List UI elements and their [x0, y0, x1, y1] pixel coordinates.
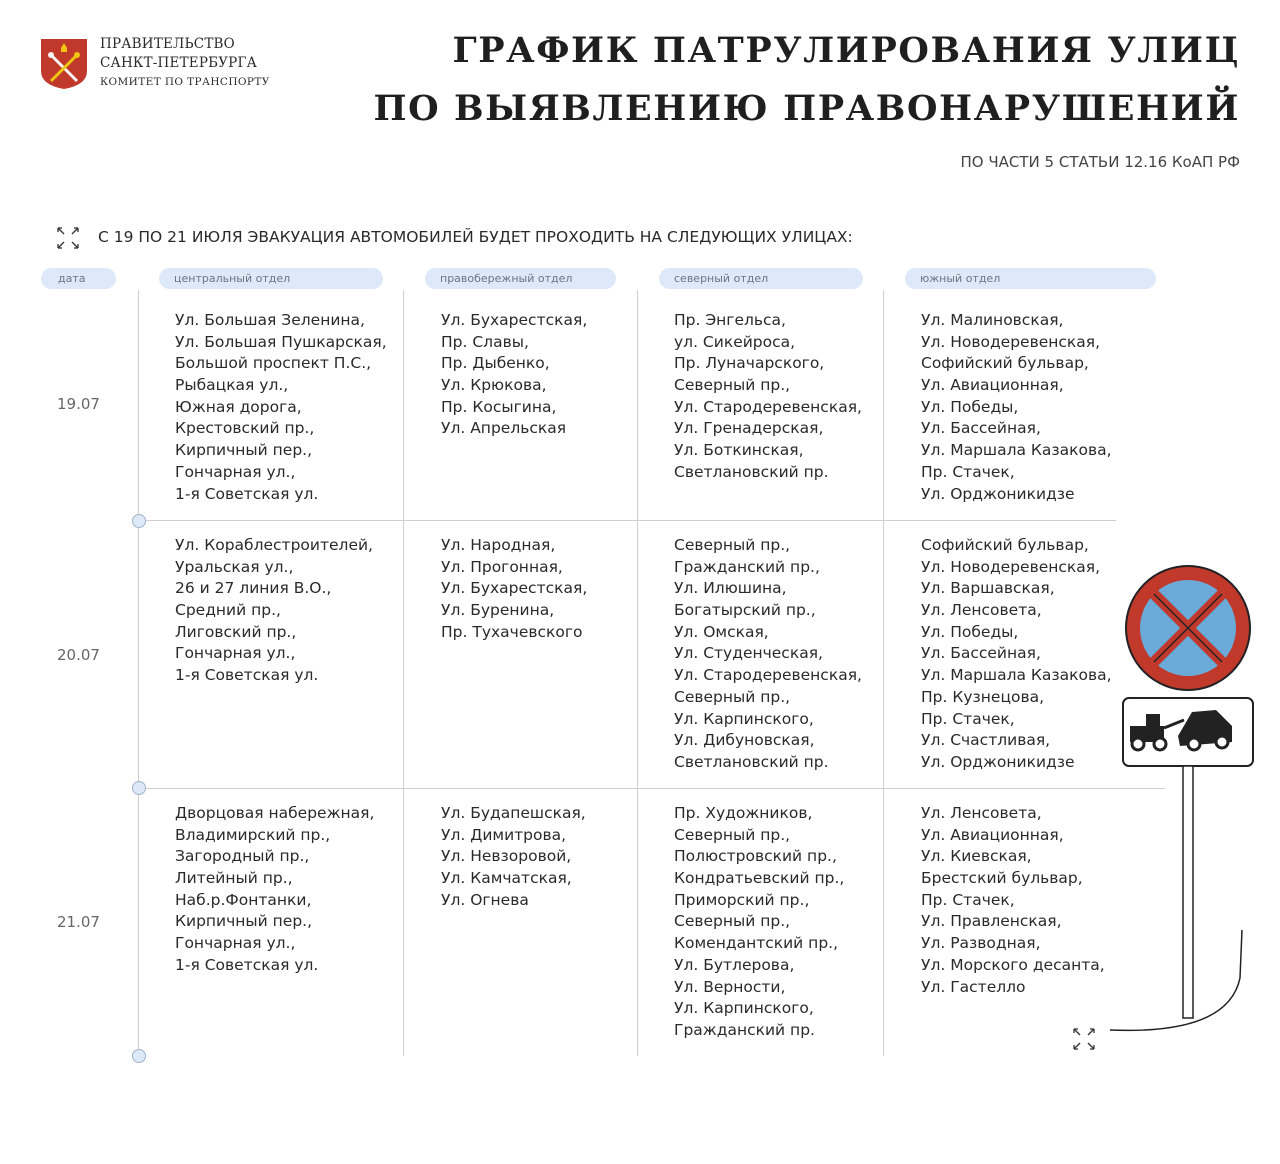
- row-date: 21.07: [57, 913, 100, 931]
- street-item: Гражданский пр.,: [674, 557, 820, 576]
- central-streets: [175, 310, 387, 505]
- column-divider: [883, 290, 884, 1056]
- street-item: Ул. Бутлерова,: [674, 955, 795, 974]
- north-streets: [674, 310, 862, 484]
- spb-coat-of-arms-icon: [39, 37, 89, 91]
- street-item: Северный пр.,: [674, 825, 791, 844]
- street-item: Ул. Карпинского,: [674, 709, 814, 728]
- street-item: Ул. Кораблестроителей,: [175, 536, 373, 554]
- street-item: Гражданский пр.: [674, 1020, 815, 1039]
- street-item: Ул. Верности,: [674, 977, 786, 996]
- org-name-line1: ПРАВИТЕЛЬСТВО: [100, 36, 235, 52]
- column-header-south: южный отдел: [905, 268, 1156, 289]
- row-date: 20.07: [57, 646, 100, 664]
- column-header-right-bank: правобережный отдел: [425, 268, 616, 289]
- street-item: Ул. Будапешская,: [441, 804, 586, 822]
- street-item: Софийский бульвар,: [921, 536, 1089, 554]
- street-item: Владимирский пр.,: [175, 825, 331, 844]
- street-item: Ул. Победы,: [921, 622, 1019, 641]
- street-item: Ул. Бухарестская,: [441, 579, 588, 598]
- no-stopping-tow-truck-sign-icon: [1108, 560, 1273, 1040]
- timeline-dot: [132, 514, 146, 528]
- street-item: Пр. Тухачевского: [441, 622, 583, 641]
- street-item: Ул. Гренадерская,: [674, 419, 824, 438]
- street-item: Ул. Прогонная,: [441, 557, 563, 576]
- street-item: Кондратьевский пр.,: [674, 869, 845, 888]
- street-item: Северный пр.,: [674, 536, 791, 554]
- street-item: Ул. Гастелло: [921, 977, 1026, 996]
- right-bank-streets: [441, 310, 587, 440]
- street-item: Северный пр.,: [674, 376, 791, 395]
- street-item: Ул. Правленская,: [921, 912, 1062, 931]
- row-date: 19.07: [57, 395, 100, 413]
- street-item: Дворцовая набережная,: [175, 804, 375, 822]
- street-item: Пр. Энгельса,: [674, 311, 786, 329]
- street-item: Ул. Невзоровой,: [441, 847, 572, 866]
- street-item: Ул. Большая Пушкарская,: [175, 332, 387, 351]
- street-item: 26 и 27 линия В.О.,: [175, 579, 332, 598]
- timeline-dot: [132, 1049, 146, 1063]
- street-item: Пр. Кузнецова,: [921, 687, 1045, 706]
- street-item: Лиговский пр.,: [175, 622, 297, 641]
- street-item: Уральская ул.,: [175, 557, 294, 576]
- column-header-date: дата: [41, 268, 116, 289]
- street-item: Ул. Морского десанта,: [921, 955, 1105, 974]
- street-item: Ул. Победы,: [921, 397, 1019, 416]
- street-item: Ул. Новодеревенская,: [921, 332, 1101, 351]
- street-item: Софийский бульвар,: [921, 354, 1089, 373]
- street-item: Ул. Орджоникидзе: [921, 484, 1075, 503]
- south-streets: [921, 535, 1112, 774]
- street-item: Средний пр.,: [175, 601, 281, 620]
- page-title-line2: ПО ВЫЯВЛЕНИЮ ПРАВОНАРУШЕНИЙ: [373, 88, 1240, 129]
- street-item: Ул. Крюкова,: [441, 376, 547, 395]
- street-item: Гончарная ул.,: [175, 644, 296, 663]
- street-item: Ул. Димитрова,: [441, 825, 567, 844]
- street-item: ул. Сикейроса,: [674, 332, 796, 351]
- street-item: Пр. Стачек,: [921, 709, 1015, 728]
- street-item: Ул. Малиновская,: [921, 311, 1064, 329]
- street-item: Кирпичный пер.,: [175, 441, 313, 460]
- timeline-dot: [132, 781, 146, 795]
- street-item: Северный пр.,: [674, 912, 791, 931]
- street-item: Ул. Авиационная,: [921, 376, 1064, 395]
- street-item: Ул. Дибуновская,: [674, 731, 815, 750]
- street-item: 1-я Советская ул.: [175, 955, 319, 974]
- street-item: Светлановский пр.: [674, 462, 829, 481]
- street-item: Наб.р.Фонтанки,: [175, 890, 312, 909]
- page-title-line1: ГРАФИК ПАТРУЛИРОВАНИЯ УЛИЦ: [452, 30, 1240, 71]
- street-item: Пр. Стачек,: [921, 462, 1015, 481]
- north-streets: [674, 803, 844, 1042]
- street-item: Кирпичный пер.,: [175, 912, 313, 931]
- street-item: Ул. Боткинская,: [674, 441, 804, 460]
- street-item: Ул. Ленсовета,: [921, 601, 1042, 620]
- row-divider: [145, 788, 1165, 789]
- street-item: Приморский пр.,: [674, 890, 810, 909]
- street-item: Пр. Славы,: [441, 332, 529, 351]
- street-item: Ул. Киевская,: [921, 847, 1032, 866]
- street-item: Гончарная ул.,: [175, 934, 296, 953]
- street-item: Ул. Огнева: [441, 890, 529, 909]
- column-divider: [637, 290, 638, 1056]
- street-item: 1-я Советская ул.: [175, 484, 319, 503]
- street-item: Ул. Большая Зеленина,: [175, 311, 365, 329]
- street-item: Пр. Художников,: [674, 804, 813, 822]
- street-item: Ул. Маршала Казакова,: [921, 441, 1112, 460]
- expand-corners-icon: [56, 226, 80, 250]
- street-item: Ул. Авиационная,: [921, 825, 1064, 844]
- street-item: Ул. Омская,: [674, 622, 769, 641]
- street-item: Богатырский пр.,: [674, 601, 816, 620]
- expand-corners-icon: [1072, 1027, 1096, 1051]
- column-header-north: северный отдел: [659, 268, 863, 289]
- street-item: Ул. Буренина,: [441, 601, 555, 620]
- street-item: Южная дорога,: [175, 397, 302, 416]
- street-item: Северный пр.,: [674, 687, 791, 706]
- org-committee: КОМИТЕТ ПО ТРАНСПОРТУ: [100, 76, 270, 88]
- street-item: Ул. Студенческая,: [674, 644, 823, 663]
- street-item: Ул. Счастливая,: [921, 731, 1051, 750]
- row-divider: [145, 520, 1116, 521]
- central-streets: [175, 535, 373, 687]
- street-item: 1-я Советская ул.: [175, 666, 319, 685]
- street-item: Ул. Карпинского,: [674, 999, 814, 1018]
- page-subtitle: ПО ЧАСТИ 5 СТАТЬИ 12.16 КоАП РФ: [960, 153, 1240, 171]
- street-item: Комендантский пр.,: [674, 934, 839, 953]
- timeline-line: [138, 290, 139, 1056]
- south-streets: [921, 803, 1105, 998]
- right-bank-streets: [441, 803, 586, 911]
- street-item: Полюстровский пр.,: [674, 847, 837, 866]
- street-item: Пр. Стачек,: [921, 890, 1015, 909]
- street-item: Рыбацкая ул.,: [175, 376, 289, 395]
- street-item: Ул. Ленсовета,: [921, 804, 1042, 822]
- right-bank-streets: [441, 535, 587, 643]
- intro-text: С 19 ПО 21 ИЮЛЯ ЭВАКУАЦИЯ АВТОМОБИЛЕЙ БУДЕТ ПРОХОДИТЬ НА СЛЕДУЮЩИХ УЛИЦАХ:: [98, 228, 853, 246]
- street-item: Ул. Орджоникидзе: [921, 752, 1075, 771]
- org-name-line2: САНКТ-ПЕТЕРБУРГА: [100, 55, 258, 71]
- street-item: Светлановский пр.: [674, 752, 829, 771]
- column-divider: [403, 290, 404, 1056]
- street-item: Ул. Разводная,: [921, 934, 1041, 953]
- street-item: Гончарная ул.,: [175, 462, 296, 481]
- street-item: Ул. Новодеревенская,: [921, 557, 1101, 576]
- street-item: Ул. Бухарестская,: [441, 311, 588, 329]
- central-streets: [175, 803, 374, 977]
- street-item: Ул. Бассейная,: [921, 419, 1041, 438]
- north-streets: [674, 535, 862, 774]
- street-item: Пр. Дыбенко,: [441, 354, 550, 373]
- street-item: Ул. Илюшина,: [674, 579, 787, 598]
- street-item: Ул. Варшавская,: [921, 579, 1055, 598]
- street-item: Брестский бульвар,: [921, 869, 1083, 888]
- south-streets: [921, 310, 1112, 505]
- street-item: Ул. Стародеревенская,: [674, 397, 862, 416]
- street-item: Литейный пр.,: [175, 869, 293, 888]
- street-item: Пр. Луначарского,: [674, 354, 825, 373]
- street-item: Крестовский пр.,: [175, 419, 315, 438]
- street-item: Ул. Камчатская,: [441, 869, 572, 888]
- street-item: Большой проспект П.С.,: [175, 354, 372, 373]
- street-item: Пр. Косыгина,: [441, 397, 557, 416]
- street-item: Загородный пр.,: [175, 847, 310, 866]
- street-item: Ул. Народная,: [441, 536, 556, 554]
- street-item: Ул. Стародеревенская,: [674, 666, 862, 685]
- street-item: Ул. Бассейная,: [921, 644, 1041, 663]
- street-item: Ул. Апрельская: [441, 419, 567, 438]
- column-header-central: центральный отдел: [159, 268, 383, 289]
- street-item: Ул. Маршала Казакова,: [921, 666, 1112, 685]
